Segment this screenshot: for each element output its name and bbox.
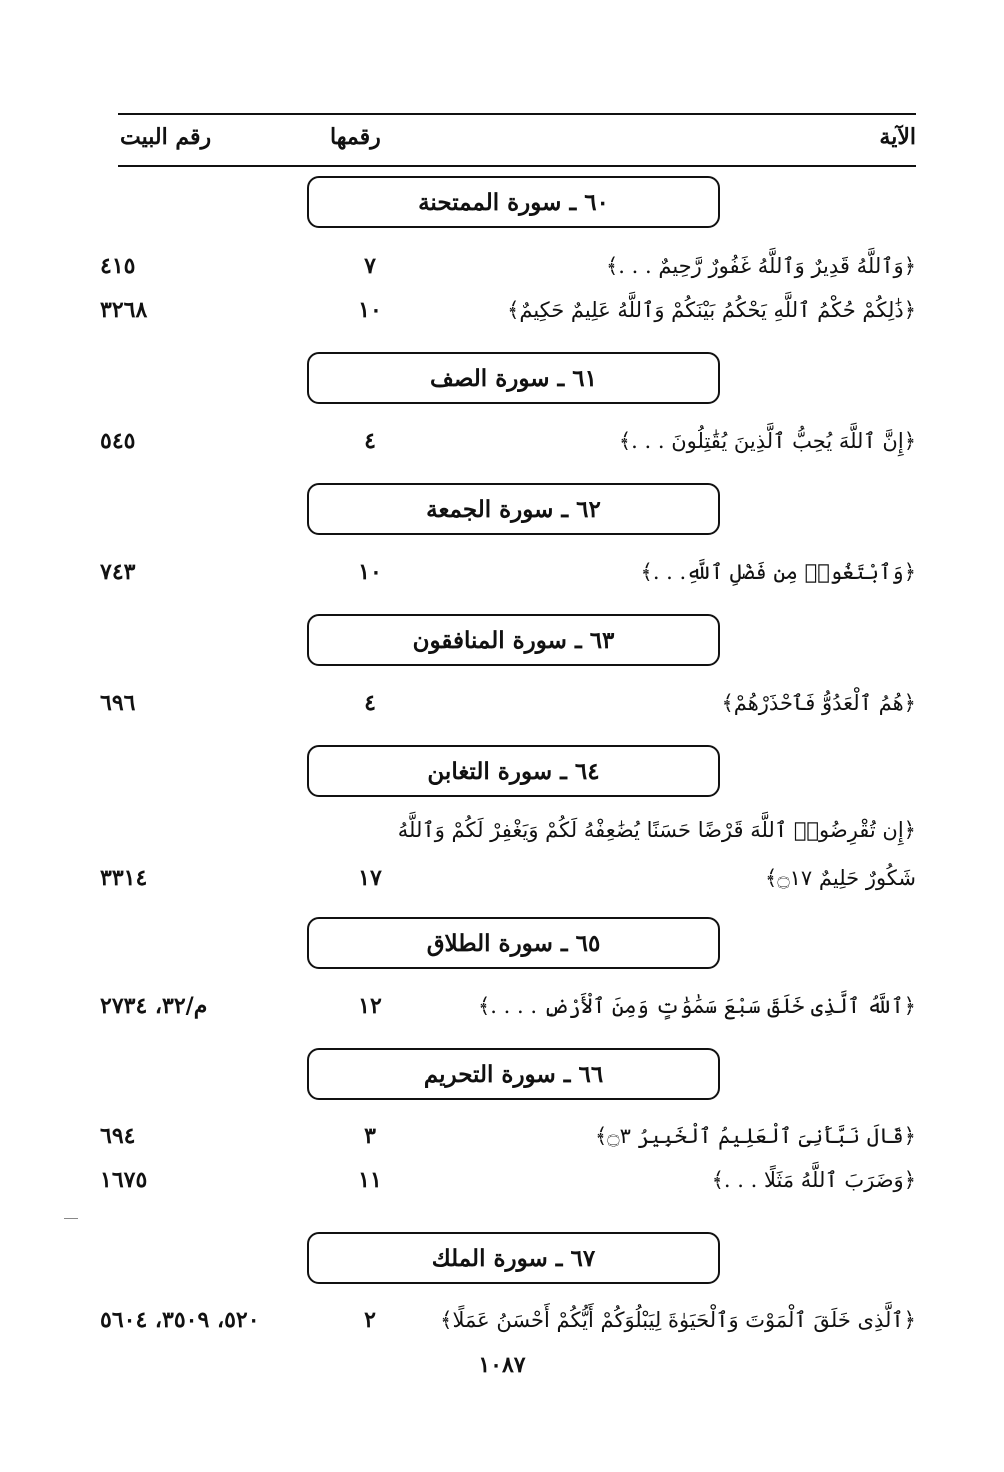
ayah-number: ٣ <box>364 1123 376 1149</box>
top-rule <box>118 113 916 115</box>
verse-line-number: ٦٩٤ <box>100 1123 136 1149</box>
surah-heading: ٦٤ ـ سورة التغابن <box>307 745 720 797</box>
ayah-number: ٢ <box>364 1307 376 1333</box>
ayah-number: ٤ <box>364 690 376 716</box>
surah-heading: ٦٣ ـ سورة المنافقون <box>307 614 720 666</box>
ayah-number: ٤ <box>364 428 376 454</box>
surah-heading: ٦١ ـ سورة الصف <box>307 352 720 404</box>
ayah-number: ١٧ <box>358 865 382 891</box>
ayah-number: ١٠ <box>358 559 382 585</box>
header-number: رقمها <box>330 124 381 150</box>
surah-heading: ٦٢ ـ سورة الجمعة <box>307 483 720 535</box>
header-rule <box>118 165 916 167</box>
ayah-text: ﴿وَضَرَبَ ٱللَّهُ مَثَلًا . . .﴾ <box>711 1168 916 1192</box>
surah-heading: ٦٦ ـ سورة التحريم <box>307 1048 720 1100</box>
ayah-text: ﴿قَالَ نَبَّأَنِىَ ٱلْعَلِيمُ ٱلْخَبِيرُ ۝٣﴾ <box>594 1124 916 1148</box>
page-number: ١٠٨٧ <box>478 1352 526 1378</box>
surah-heading: ٦٧ ـ سورة الملك <box>307 1232 720 1284</box>
verse-line-number: ٦٩٦ <box>100 690 136 716</box>
header-ayah: الآية <box>879 124 916 150</box>
ayah-number: ١٢ <box>358 993 382 1019</box>
verse-line-number: ٣٣١٤ <box>100 865 148 891</box>
ayah-text: ﴿ذَٰلِكُمْ حُكْمُ ٱللَّهِ يَحْكُمُ بَيْنَكُمْ وَٱللَّهُ عَلِيمٌ حَكِيمٌ﴾ <box>507 298 916 322</box>
ayah-number: ١٠ <box>358 297 382 323</box>
verse-line-number: ٧٤٣ <box>100 559 136 585</box>
ayah-text: ﴿وَٱبْتَغُوا۟ مِن فَضْلِ ٱللَّهِ. . .﴾ <box>640 560 916 584</box>
ayah-text: ﴿إِنَّ ٱللَّهَ يُحِبُّ ٱلَّذِينَ يُقَٰتِلُونَ . . .﴾ <box>618 429 916 453</box>
ayah-text: ﴿إِن تُقْرِضُوا۟ ٱللَّهَ قَرْضًا حَسَنًا يُضَٰعِفْهُ لَكُمْ وَيَغْفِرْ لَكُمْ وَٱللَّهُ شَكُورٌ حَلِيمٌ ۝١٧﴾ <box>397 818 916 890</box>
header-verse-line: رقم البيت <box>120 124 212 150</box>
ayah-text: ﴿ٱلَّذِى خَلَقَ ٱلْمَوْتَ وَٱلْحَيَوٰةَ لِيَبْلُوَكُمْ أَيُّكُمْ أَحْسَنُ عَمَلًا﴾ <box>440 1308 916 1332</box>
ayah-text: ﴿ٱللَّهُ ٱلَّذِى خَلَقَ سَبْعَ سَمَٰوَٰتٍ وَمِنَ ٱلْأَرْضِ . . . .﴾ <box>478 994 916 1018</box>
ayah-number: ٧ <box>364 253 376 279</box>
ayah-text: ﴿هُمُ ٱلْعَدُوُّ فَٱحْذَرْهُمْ﴾ <box>721 691 916 715</box>
margin-mark <box>64 1218 78 1219</box>
verse-line-number: م/٣٢، ٢٧٣٤ <box>100 993 208 1019</box>
verse-line-number: ٥٤٥ <box>100 428 136 454</box>
surah-heading: ٦٥ ـ سورة الطلاق <box>307 917 720 969</box>
verse-line-number: ٤١٥ <box>100 253 136 279</box>
verse-line-number: ٥٢٠، ٣٥٠٩، ٥٦٠٤ <box>100 1307 260 1333</box>
surah-heading: ٦٠ ـ سورة الممتحنة <box>307 176 720 228</box>
verse-line-number: ٣٢٦٨ <box>100 297 148 323</box>
ayah-number: ١١ <box>358 1167 382 1193</box>
ayah-text: ﴿وَٱللَّهُ قَدِيرٌ وَٱللَّهُ غَفُورٌ رَّحِيمٌ . . .﴾ <box>606 254 916 278</box>
verse-line-number: ١٦٧٥ <box>100 1167 148 1193</box>
